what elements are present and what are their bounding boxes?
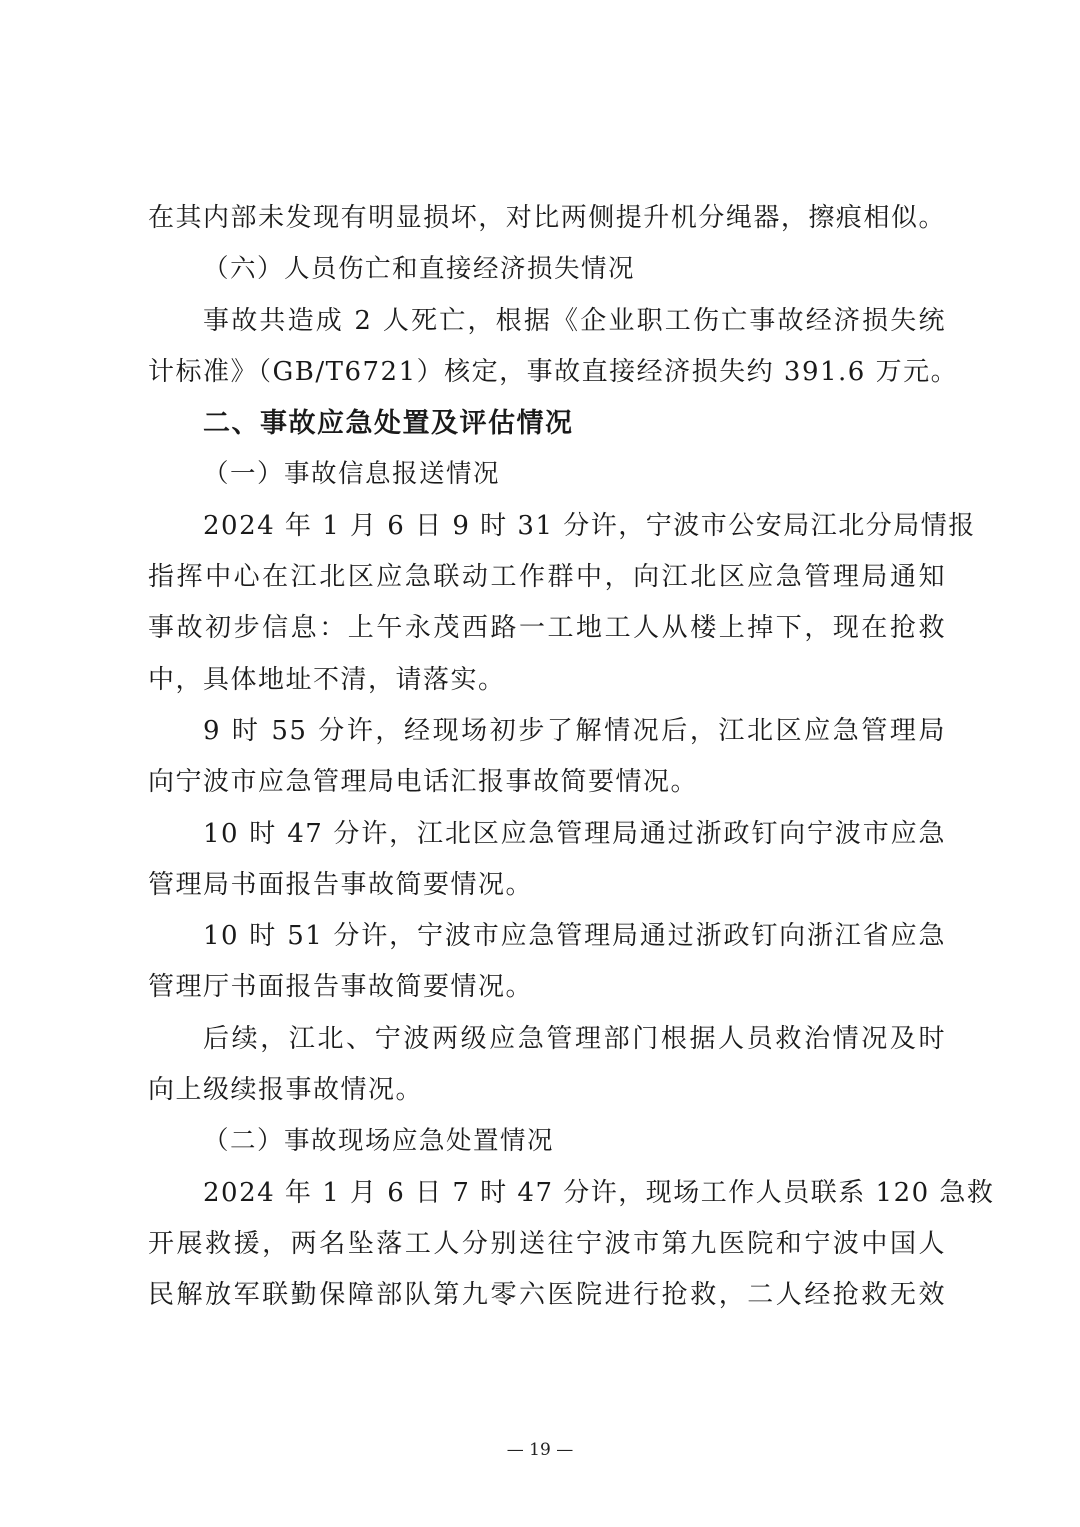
paragraph-line: 民解放军联勤保障部队第九零六医院进行抢救，二人经抢救无效 — [148, 1280, 946, 1311]
page-number: — 19 — — [506, 1440, 574, 1460]
paragraph-line: 10 时 51 分许，宁波市应急管理局通过浙政钉向浙江省应急 — [203, 921, 946, 952]
paragraph-line: 向宁波市应急管理局电话汇报事故简要情况。 — [148, 767, 699, 798]
subsection-heading: （六）人员伤亡和直接经济损失情况 — [203, 254, 636, 285]
paragraph-line: 2024 年 1 月 6 日 9 时 31 分许，宁波市公安局江北分局情报 — [203, 510, 976, 541]
body-text — [148, 193, 995, 1322]
paragraph-line: 事故共造成 2 人死亡，根据《企业职工伤亡事故经济损失统 — [203, 305, 946, 336]
paragraph-line: 2024 年 1 月 6 日 7 时 47 分许，现场工作人员联系 120 急救 — [203, 1177, 995, 1208]
paragraph-line: 计标准》（GB/T6721）核定，事故直接经济损失约 391.6 万元。 — [148, 356, 959, 387]
paragraph-line: 后续，江北、宁波两级应急管理部门根据人员救治情况及时 — [203, 1023, 946, 1054]
paragraph-line: 中，具体地址不清，请落实。 — [148, 664, 506, 695]
paragraph-line: 事故初步信息：上午永茂西路一工地工人从楼上掉下，现在抢救 — [148, 613, 946, 644]
paragraph-line: 在其内部未发现有明显损坏，对比两侧提升机分绳器，擦痕相似。 — [148, 203, 946, 233]
subsection-heading: （二）事故现场应急处置情况 — [203, 1126, 555, 1157]
paragraph-line: 10 时 47 分许，江北区应急管理局通过浙政钉向宁波市应急 — [203, 818, 946, 849]
paragraph-line: 开展救援，两名坠落工人分别送往宁波市第九医院和宁波中国人 — [148, 1228, 946, 1259]
subsection-heading: （一）事故信息报送情况 — [203, 459, 501, 490]
paragraph-line: 9 时 55 分许，经现场初步了解情况后，江北区应急管理局 — [203, 715, 946, 746]
section-heading: 二、事故应急处置及评估情况 — [203, 408, 574, 440]
paragraph-line: 管理局书面报告事故简要情况。 — [148, 869, 534, 900]
paragraph-line: 管理厅书面报告事故简要情况。 — [148, 972, 534, 1003]
paragraph-line: 向上级续报事故情况。 — [148, 1075, 424, 1106]
paragraph-line: 指挥中心在江北区应急联动工作群中，向江北区应急管理局通知 — [148, 562, 946, 593]
